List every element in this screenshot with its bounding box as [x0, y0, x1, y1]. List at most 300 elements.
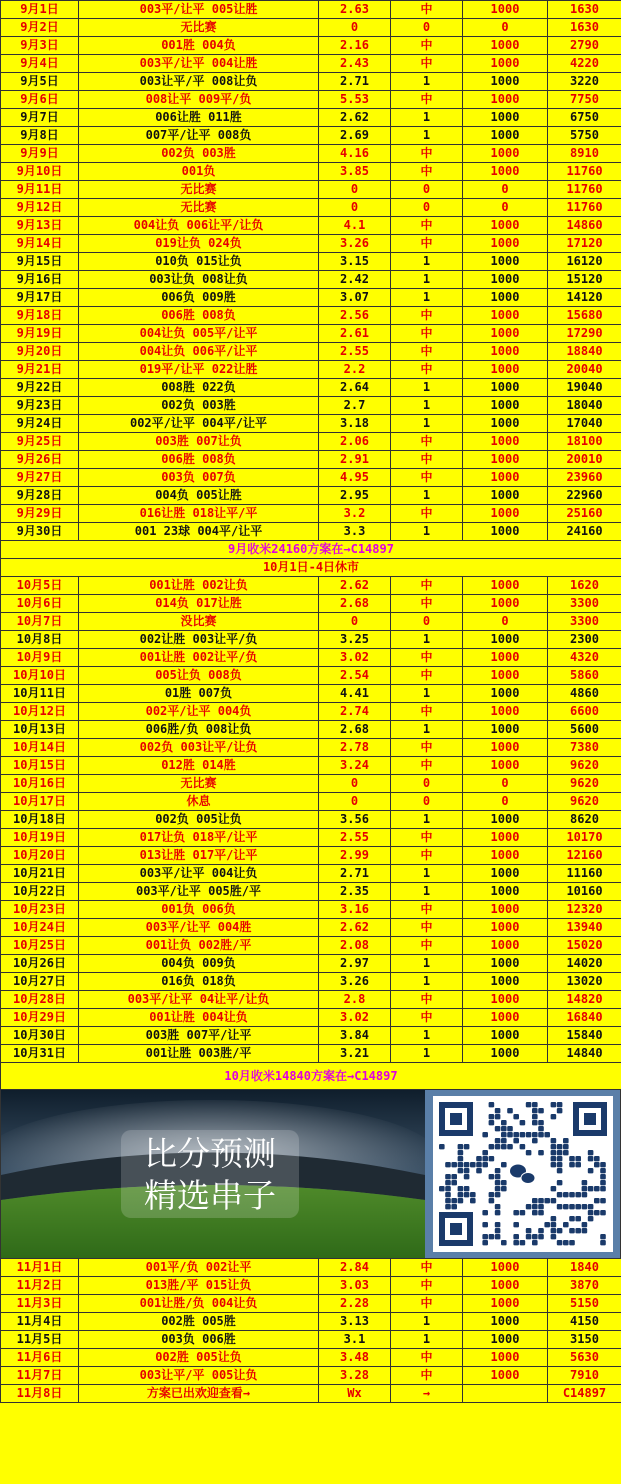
cell-stake: 1000	[463, 1027, 548, 1045]
cell-result: 1	[391, 721, 463, 739]
cell-date: 9月19日	[1, 325, 79, 343]
cell-balance: 2790	[548, 37, 621, 55]
cell-stake: 1000	[463, 883, 548, 901]
cell-date: 9月1日	[1, 1, 79, 19]
cell-stake: 1000	[463, 253, 548, 271]
cell-balance: 5150	[548, 1295, 621, 1313]
cell-picks: 017让负 018平/让平	[79, 829, 319, 847]
table-row	[1, 577, 621, 595]
cell-result: 0	[391, 19, 463, 37]
cell-odds: 3.85	[319, 163, 391, 181]
cell-stake: 1000	[463, 1313, 548, 1331]
table-row	[1, 847, 621, 865]
table-row	[1, 595, 621, 613]
cell-picks: 014负 017让胜	[79, 595, 319, 613]
table-row	[1, 973, 621, 991]
cell-balance: 22960	[548, 487, 621, 505]
cell-picks: 001让胜 002让负	[79, 577, 319, 595]
cell-result: 0	[391, 793, 463, 811]
cell-date: 10月8日	[1, 631, 79, 649]
table-row	[1, 415, 621, 433]
cell-picks: 007平/让平 008负	[79, 127, 319, 145]
cell-stake: 0	[463, 181, 548, 199]
table-row	[1, 1009, 621, 1027]
table-row	[1, 181, 621, 199]
cell-odds: 2.71	[319, 73, 391, 91]
cell-stake: 1000	[463, 577, 548, 595]
cell-result: 1	[391, 379, 463, 397]
table-row	[1, 451, 621, 469]
cell-odds: 3.21	[319, 1045, 391, 1063]
cell-stake: 1000	[463, 973, 548, 991]
cell-odds: 2.84	[319, 1259, 391, 1277]
cell-picks: 002让胜 003让平/负	[79, 631, 319, 649]
cell-balance: 7750	[548, 91, 621, 109]
cell-date: 10月14日	[1, 739, 79, 757]
cell-result: 1	[391, 127, 463, 145]
cell-odds: 2.62	[319, 109, 391, 127]
table-row	[1, 937, 621, 955]
cell-odds: 2.62	[319, 919, 391, 937]
table-row	[1, 901, 621, 919]
cell-date: 9月29日	[1, 505, 79, 523]
cell-result: 1	[391, 487, 463, 505]
cell-date: 11月2日	[1, 1277, 79, 1295]
cell-odds: 3.2	[319, 505, 391, 523]
cell-balance: 7380	[548, 739, 621, 757]
cell-odds: 3.26	[319, 235, 391, 253]
table-row	[1, 505, 621, 523]
stadium-graphic	[1, 1090, 621, 1258]
cell-date: 10月31日	[1, 1045, 79, 1063]
latest-row	[1, 1385, 621, 1403]
cell-picks: 无比赛	[79, 199, 319, 217]
cell-result: 中	[391, 1009, 463, 1027]
cell-balance: 18100	[548, 433, 621, 451]
cell-odds: 3.07	[319, 289, 391, 307]
cell-picks: 003负 007负	[79, 469, 319, 487]
table-row	[1, 1367, 621, 1385]
cell-stake: 1000	[463, 289, 548, 307]
cell-stake: 1000	[463, 1331, 548, 1349]
cell-picks: 002平/让平 004平/让平	[79, 415, 319, 433]
cell-stake: 1000	[463, 919, 548, 937]
cell-balance: 9620	[548, 757, 621, 775]
cell-odds: 2.8	[319, 991, 391, 1009]
cell-date: 11月5日	[1, 1331, 79, 1349]
table-row	[1, 1295, 621, 1313]
cell-stake: 1000	[463, 811, 548, 829]
cell-picks: 004负 009负	[79, 955, 319, 973]
cell-date: 10月30日	[1, 1027, 79, 1045]
cell-date: 9月25日	[1, 433, 79, 451]
cell-odds: Wx	[319, 1385, 391, 1403]
cell-stake: 0	[463, 19, 548, 37]
cell-odds: 3.03	[319, 1277, 391, 1295]
cell-date: 10月23日	[1, 901, 79, 919]
cell-stake: 0	[463, 199, 548, 217]
cell-picks: 006胜/负 008让负	[79, 721, 319, 739]
cell-balance: 12160	[548, 847, 621, 865]
cell-result: 1	[391, 1331, 463, 1349]
table-row	[1, 361, 621, 379]
cell-stake: 1000	[463, 163, 548, 181]
cell-date: 10月16日	[1, 775, 79, 793]
cell-picks: 方案已出欢迎查看→	[79, 1385, 319, 1403]
october-header-row	[1, 559, 621, 577]
cell-balance: 14820	[548, 991, 621, 1009]
cell-picks: 001 23球 004平/让平	[79, 523, 319, 541]
cell-date: 9月20日	[1, 343, 79, 361]
cell-result: 1	[391, 973, 463, 991]
cell-picks: 001让胜 003胜/平	[79, 1045, 319, 1063]
cell-balance: 3300	[548, 613, 621, 631]
cell-date: 11月4日	[1, 1313, 79, 1331]
cell-odds: 0	[319, 613, 391, 631]
promo-banner	[0, 1090, 621, 1258]
table-row	[1, 1349, 621, 1367]
cell-balance: 3150	[548, 1331, 621, 1349]
table-row	[1, 667, 621, 685]
cell-picks: 003平/让平 004让胜	[79, 55, 319, 73]
cell-balance: 11760	[548, 181, 621, 199]
cell-odds: 2.74	[319, 703, 391, 721]
cell-picks: 002负 003胜	[79, 145, 319, 163]
cell-balance: 15020	[548, 937, 621, 955]
cell-balance: 9620	[548, 775, 621, 793]
cell-date: 10月19日	[1, 829, 79, 847]
cell-stake: 1000	[463, 847, 548, 865]
cell-odds: 4.41	[319, 685, 391, 703]
cell-date: 10月11日	[1, 685, 79, 703]
cell-date: 9月24日	[1, 415, 79, 433]
cell-date: 9月8日	[1, 127, 79, 145]
table-row	[1, 487, 621, 505]
cell-stake: 1000	[463, 307, 548, 325]
cell-picks: 002负 005让负	[79, 811, 319, 829]
cell-balance: 1630	[548, 19, 621, 37]
cell-picks: 没比赛	[79, 613, 319, 631]
cell-result: 1	[391, 685, 463, 703]
cell-odds: 3.3	[319, 523, 391, 541]
cell-stake: 1000	[463, 955, 548, 973]
cell-odds: 3.48	[319, 1349, 391, 1367]
table-row	[1, 199, 621, 217]
cell-stake: 1000	[463, 595, 548, 613]
cell-date: 10月9日	[1, 649, 79, 667]
cell-result: 1	[391, 865, 463, 883]
cell-result: 中	[391, 649, 463, 667]
table-row	[1, 919, 621, 937]
cell-result: 0	[391, 775, 463, 793]
cell-odds: 2.42	[319, 271, 391, 289]
cell-balance: 14840	[548, 1045, 621, 1063]
cell-stake: 1000	[463, 1349, 548, 1367]
table-row	[1, 1331, 621, 1349]
cell-stake: 1000	[463, 145, 548, 163]
cell-picks: 002胜 005让负	[79, 1349, 319, 1367]
cell-stake: 1000	[463, 469, 548, 487]
cell-picks: 无比赛	[79, 19, 319, 37]
cell-picks: 001负	[79, 163, 319, 181]
cell-result: →	[391, 1385, 463, 1403]
cell-result: 中	[391, 217, 463, 235]
cell-stake: 1000	[463, 415, 548, 433]
cell-balance: 4860	[548, 685, 621, 703]
cell-result: 中	[391, 505, 463, 523]
cell-stake: 1000	[463, 1367, 548, 1385]
cell-result: 中	[391, 469, 463, 487]
cell-odds: 2.69	[319, 127, 391, 145]
cell-stake	[463, 1385, 548, 1403]
cell-date: 10月18日	[1, 811, 79, 829]
cell-balance: 16120	[548, 253, 621, 271]
cell-stake: 1000	[463, 649, 548, 667]
cell-odds: 2.68	[319, 595, 391, 613]
cell-date: 9月11日	[1, 181, 79, 199]
cell-odds: 0	[319, 181, 391, 199]
cell-date: 9月27日	[1, 469, 79, 487]
cell-odds: 3.15	[319, 253, 391, 271]
cell-odds: 2.71	[319, 865, 391, 883]
cell-date: 9月28日	[1, 487, 79, 505]
cell-stake: 1000	[463, 685, 548, 703]
cell-balance: 16840	[548, 1009, 621, 1027]
cell-result: 中	[391, 235, 463, 253]
cell-stake: 1000	[463, 523, 548, 541]
cell-odds: 3.28	[319, 1367, 391, 1385]
cell-result: 中	[391, 1367, 463, 1385]
cell-odds: 3.1	[319, 1331, 391, 1349]
cell-balance: 3220	[548, 73, 621, 91]
cell-stake: 1000	[463, 829, 548, 847]
cell-picks: 003平/让平 04让平/让负	[79, 991, 319, 1009]
table-row	[1, 775, 621, 793]
cell-picks: 004让负 005平/让平	[79, 325, 319, 343]
cell-result: 中	[391, 901, 463, 919]
cell-balance: 3300	[548, 595, 621, 613]
cell-stake: 0	[463, 613, 548, 631]
table-row	[1, 955, 621, 973]
table-row	[1, 739, 621, 757]
cell-date: 10月12日	[1, 703, 79, 721]
cell-stake: 1000	[463, 217, 548, 235]
cell-result: 1	[391, 289, 463, 307]
cell-result: 1	[391, 883, 463, 901]
banner-line1: 比分预测	[144, 1134, 276, 1173]
cell-balance: C14897	[548, 1385, 621, 1403]
cell-picks: 013让胜 017平/让平	[79, 847, 319, 865]
table-row	[1, 685, 621, 703]
cell-stake: 1000	[463, 271, 548, 289]
cell-balance: 17120	[548, 235, 621, 253]
cell-picks: 001胜 004负	[79, 37, 319, 55]
cell-balance: 9620	[548, 793, 621, 811]
cell-balance: 11760	[548, 199, 621, 217]
cell-odds: 3.24	[319, 757, 391, 775]
cell-picks: 005让负 008负	[79, 667, 319, 685]
cell-picks: 01胜 007负	[79, 685, 319, 703]
cell-result: 中	[391, 343, 463, 361]
table-row	[1, 433, 621, 451]
cell-date: 10月22日	[1, 883, 79, 901]
table-row	[1, 55, 621, 73]
cell-balance: 5600	[548, 721, 621, 739]
cell-balance: 14860	[548, 217, 621, 235]
cell-balance: 6600	[548, 703, 621, 721]
cell-stake: 1000	[463, 757, 548, 775]
cell-stake: 1000	[463, 91, 548, 109]
cell-balance: 11160	[548, 865, 621, 883]
cell-result: 中	[391, 937, 463, 955]
cell-balance: 4320	[548, 649, 621, 667]
table-row	[1, 19, 621, 37]
cell-odds: 3.56	[319, 811, 391, 829]
cell-picks: 016负 018负	[79, 973, 319, 991]
september-summary-row	[1, 541, 621, 559]
cell-odds: 3.26	[319, 973, 391, 991]
cell-odds: 2.78	[319, 739, 391, 757]
cell-date: 9月7日	[1, 109, 79, 127]
table-row	[1, 1, 621, 19]
table-row	[1, 1259, 621, 1277]
cell-result: 0	[391, 199, 463, 217]
cell-date: 9月3日	[1, 37, 79, 55]
cell-date: 10月29日	[1, 1009, 79, 1027]
cell-balance: 17040	[548, 415, 621, 433]
table-row	[1, 91, 621, 109]
cell-balance: 8910	[548, 145, 621, 163]
cell-stake: 1000	[463, 451, 548, 469]
cell-odds: 2.99	[319, 847, 391, 865]
cell-odds: 2.35	[319, 883, 391, 901]
cell-result: 0	[391, 613, 463, 631]
cell-result: 中	[391, 163, 463, 181]
cell-picks: 010负 015让负	[79, 253, 319, 271]
cell-balance: 8620	[548, 811, 621, 829]
cell-odds: 3.13	[319, 1313, 391, 1331]
table-row	[1, 379, 621, 397]
cell-odds: 2.7	[319, 397, 391, 415]
cell-picks: 019平/让平 022让胜	[79, 361, 319, 379]
table-row	[1, 703, 621, 721]
cell-odds: 2.28	[319, 1295, 391, 1313]
cell-date: 10月27日	[1, 973, 79, 991]
cell-date: 11月8日	[1, 1385, 79, 1403]
cell-date: 9月30日	[1, 523, 79, 541]
cell-result: 中	[391, 991, 463, 1009]
cell-odds: 4.16	[319, 145, 391, 163]
cell-balance: 20010	[548, 451, 621, 469]
cell-picks: 006让胜 011胜	[79, 109, 319, 127]
cell-odds: 3.16	[319, 901, 391, 919]
cell-balance: 1620	[548, 577, 621, 595]
cell-date: 9月10日	[1, 163, 79, 181]
cell-picks: 003负 006胜	[79, 1331, 319, 1349]
cell-date: 11月1日	[1, 1259, 79, 1277]
cell-picks: 003平/让平 004胜	[79, 919, 319, 937]
cell-picks: 012胜 014胜	[79, 757, 319, 775]
table-row	[1, 235, 621, 253]
cell-result: 中	[391, 307, 463, 325]
cell-result: 1	[391, 397, 463, 415]
table-row	[1, 127, 621, 145]
cell-stake: 1000	[463, 1295, 548, 1313]
table-row	[1, 991, 621, 1009]
cell-stake: 1000	[463, 1009, 548, 1027]
cell-picks: 001让胜/负 004让负	[79, 1295, 319, 1313]
cell-date: 10月17日	[1, 793, 79, 811]
cell-result: 中	[391, 757, 463, 775]
cell-result: 1	[391, 811, 463, 829]
cell-odds: 2.97	[319, 955, 391, 973]
cell-stake: 1000	[463, 361, 548, 379]
cell-stake: 1000	[463, 505, 548, 523]
cell-result: 中	[391, 1277, 463, 1295]
october-header: 10月1日-4日休市	[1, 559, 621, 577]
cell-odds: 2.2	[319, 361, 391, 379]
cell-picks: 006胜 008负	[79, 307, 319, 325]
cell-picks: 002负 003胜	[79, 397, 319, 415]
cell-result: 1	[391, 1313, 463, 1331]
cell-balance: 15120	[548, 271, 621, 289]
cell-date: 9月23日	[1, 397, 79, 415]
table-row	[1, 649, 621, 667]
cell-balance: 5630	[548, 1349, 621, 1367]
cell-picks: 008让平 009平/负	[79, 91, 319, 109]
cell-result: 0	[391, 181, 463, 199]
cell-stake: 1000	[463, 235, 548, 253]
cell-stake: 1000	[463, 73, 548, 91]
cell-date: 9月18日	[1, 307, 79, 325]
cell-odds: 4.1	[319, 217, 391, 235]
table-row	[1, 289, 621, 307]
cell-picks: 001让胜 002让平/负	[79, 649, 319, 667]
cell-date: 10月7日	[1, 613, 79, 631]
cell-date: 9月5日	[1, 73, 79, 91]
cell-odds: 3.18	[319, 415, 391, 433]
cell-balance: 1630	[548, 1, 621, 19]
cell-stake: 1000	[463, 739, 548, 757]
cell-stake: 1000	[463, 127, 548, 145]
table-row	[1, 271, 621, 289]
cell-date: 10月24日	[1, 919, 79, 937]
cell-picks: 001让胜 004让负	[79, 1009, 319, 1027]
cell-odds: 2.64	[319, 379, 391, 397]
cell-date: 9月13日	[1, 217, 79, 235]
cell-date: 10月10日	[1, 667, 79, 685]
table-row	[1, 217, 621, 235]
cell-balance: 14020	[548, 955, 621, 973]
cell-date: 10月20日	[1, 847, 79, 865]
cell-balance: 4220	[548, 55, 621, 73]
cell-odds: 2.08	[319, 937, 391, 955]
table-row	[1, 1027, 621, 1045]
cell-date: 9月21日	[1, 361, 79, 379]
table-row	[1, 1313, 621, 1331]
table-row	[1, 253, 621, 271]
cell-picks: 001让负 002胜/平	[79, 937, 319, 955]
cell-result: 中	[391, 829, 463, 847]
cell-stake: 1000	[463, 703, 548, 721]
cell-date: 10月5日	[1, 577, 79, 595]
cell-balance: 11760	[548, 163, 621, 181]
cell-balance: 14120	[548, 289, 621, 307]
cell-stake: 1000	[463, 379, 548, 397]
cell-balance: 10170	[548, 829, 621, 847]
cell-picks: 001平/负 002让平	[79, 1259, 319, 1277]
banner-line2: 精选串子	[144, 1176, 276, 1215]
